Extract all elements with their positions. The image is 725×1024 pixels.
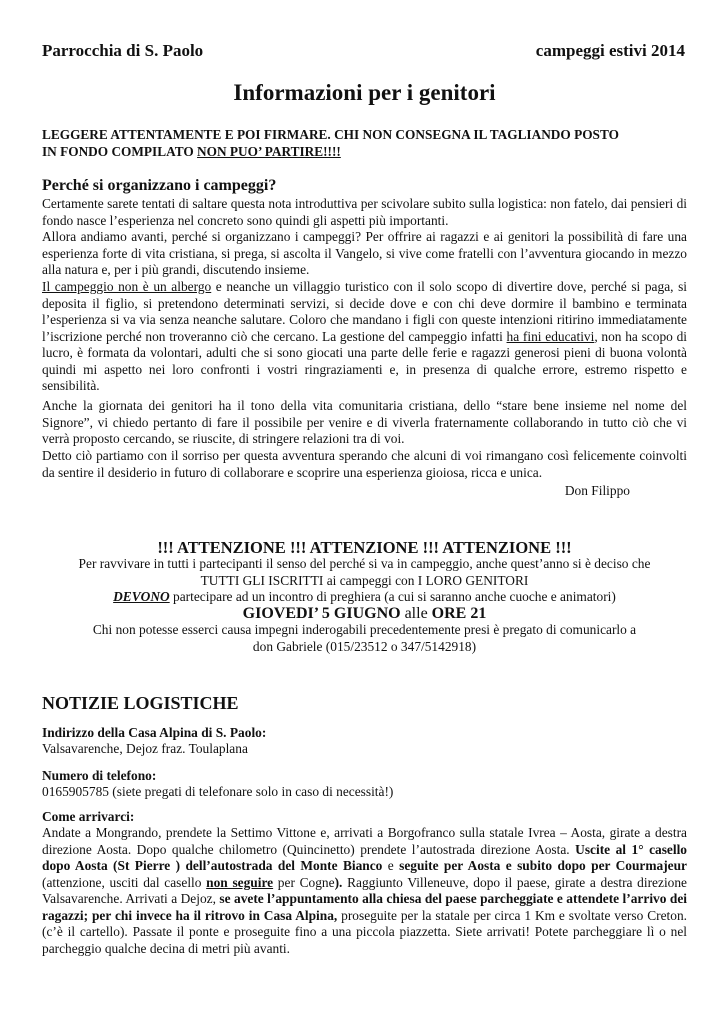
directions-j: se avete l’appuntamento alla chiesa del paese parcheggiate e attendete l’arrivo dei ragazzi; per chi invece ha il ritrovo in Casa Alpina, xyxy=(42,891,687,923)
meeting-day: GIOVEDI’ 5 GIUGNO xyxy=(242,604,401,622)
parish-name: Parrocchia di S. Paolo xyxy=(42,41,204,60)
warning-line-2 xyxy=(42,143,687,160)
paragraph-2: Allora andiamo avanti, perché si organizzano i campeggi? Per offrire ai ragazzi e ai genitori la possibilità di fare una esperienza forte di vita cristiana, si prega, si ascolta il Vangelo, si vive come fratelli con l’avventura giocando in mezzo alla natura e, per i più grandi, discutendo insieme. xyxy=(42,229,687,277)
underlined-phrase-2: ha fini educativi xyxy=(506,328,595,344)
attention-line-1: Per ravvivare in tutti i partecipanti il senso del perché si va in campeggio, anche quest’anno si è deciso che xyxy=(78,556,651,571)
directions-c: e xyxy=(382,858,400,873)
page-title: Informazioni per i genitori xyxy=(233,80,496,105)
directions-text xyxy=(42,825,687,957)
directions-a: Andate a Mongrando, prendete la Settimo Vittone e, arrivati a Borgofranco sulla statale Ivrea – Aosta, girate a destra direzione Aosta. Dopo qualche chilometro (Quincinetto) prendete l’autostrada direzione Aosta. xyxy=(42,825,687,857)
directions-g: per Cogne xyxy=(273,874,335,890)
meeting-date xyxy=(42,606,687,623)
directions-f: non seguire xyxy=(206,874,274,890)
directions-h: ). xyxy=(334,874,348,890)
attention-title: !!! ATTENZIONE !!! ATTENZIONE !!! ATTENZIONE !!! xyxy=(157,538,572,557)
directions-label: Come arrivarci: xyxy=(42,809,135,824)
meeting-connector: alle xyxy=(400,604,432,622)
section-heading: Perché si organizzano i campeggi? xyxy=(42,177,277,194)
paragraph-3 xyxy=(42,279,687,395)
directions-k: proseguite per la statale per circa 1 Km e svoltate verso Creton. (c’è il cartello). Passate il ponte e proseguite fino a una piccola piazzetta. Siete arrivati! Potete parcheggiare lì o nel parcheggio qualche decina di metri più avanti. xyxy=(42,907,687,956)
address-value: Valsavarenche, Dejoz fraz. Toulaplana xyxy=(42,741,248,756)
attention-line-3-text: partecipare ad un incontro di preghiera (a cui si saranno anche cuoche e animatori) xyxy=(169,589,616,605)
meeting-time: ORE 21 xyxy=(431,604,487,622)
devono-emphasis: DEVONO xyxy=(113,589,170,605)
page-header xyxy=(42,41,687,65)
logistics-heading: NOTIZIE LOGISTICHE xyxy=(42,693,239,713)
warning-emphasis: NON PUO’ PARTIRE!!!! xyxy=(197,144,341,159)
attention-contact: don Gabriele (015/23512 o 347/5142918) xyxy=(252,638,477,654)
paragraph-1: Certamente sarete tentati di saltare questa nota introduttiva per scivolare subito sulla logistica: non fatelo, dai pensieri di fondo nasce l’esperienza nel concreto sono quindi gli aspetti più importanti. xyxy=(42,196,687,228)
camp-year: campeggi estivi 2014 xyxy=(535,41,685,60)
attention-line-2: TUTTI GLI ISCRITTI ai campeggi con I LORO GENITORI xyxy=(200,572,529,588)
underlined-phrase: Il campeggio non è un albergo xyxy=(42,279,212,294)
directions-b: Uscite al 1° casello dopo Aosta (St Pierre ) dell’autostrada del Monte Bianco xyxy=(42,841,687,873)
paragraph-5: Detto ciò partiamo con il sorriso per questa avventura sperando che alcuni di voi rimangano così felicemente coinvolti da sentire il desiderio in futuro di collaborare e scoprire una esperienza gioiosa, ricca e unica. xyxy=(42,448,687,480)
phone-value: 0165905785 (siete pregati di telefonare solo in caso di necessità!) xyxy=(42,784,394,799)
directions-d: seguite per Aosta e subito dopo per Courmajeur xyxy=(399,858,688,873)
warning-text: IN FONDO COMPILATO xyxy=(42,144,198,159)
paragraph-4: Anche la giornata dei genitori ha il tono della vita comunitaria cristiana, dello “stare bene insieme nel nome del Signore”, vi chiedo pertanto di fare il possibile per venire e di viverla fraternamente collaborando in tutto ciò che vi verrà proposto cercando, se riuscite, di stringere relazioni tra di voi. xyxy=(42,398,687,446)
warning-notice xyxy=(42,126,687,160)
phone-label: Numero di telefono: xyxy=(42,768,157,783)
paragraph-3-text-b: , non ha scopo di lucro, è formata da volontari, adulti che si sono giocati una parte delle ferie e ragazzi generosi pieni di buona volontà quindi mi aspetto nei loro confronti i vostri ringraziamenti e, in presenza di qualche errore, estremo rispetto e sensibilità. xyxy=(42,328,687,393)
directions-i: Raggiunto Villeneuve, dopo il paese, girate a destra direzione Valsavarenche. Arrivati a Dejoz, xyxy=(42,874,687,906)
attention-line-3 xyxy=(42,589,687,606)
warning-line-1: LEGGERE ATTENTAMENTE E POI FIRMARE. CHI NON CONSEGNA IL TAGLIANDO POSTO xyxy=(42,127,619,142)
attention-notice xyxy=(42,556,687,656)
address-label: Indirizzo della Casa Alpina di S. Paolo: xyxy=(42,725,267,740)
paragraph-3-text-a: e neanche un villaggio turistico con il solo scopo di divertire dove, perché si paga, si deposita il figlio, si pretendono determinati servizi, si decide dove e con chi deve dormire il bambino e terminata l’esperienza si va via senza neanche salutare. Coloro che mandano i figli con queste intenzioni ritirino immediatamente l’iscrizione perché non troveranno ciò che cercano. La gestione del campeggio infatti xyxy=(42,279,688,344)
attention-line-5: Chi non potesse esserci causa impegni inderogabili precedentemente presi è pregato di comunicarlo a xyxy=(92,622,637,638)
directions-e: (attenzione, usciti dal casello xyxy=(42,874,207,890)
signature: Don Filippo xyxy=(564,483,630,498)
